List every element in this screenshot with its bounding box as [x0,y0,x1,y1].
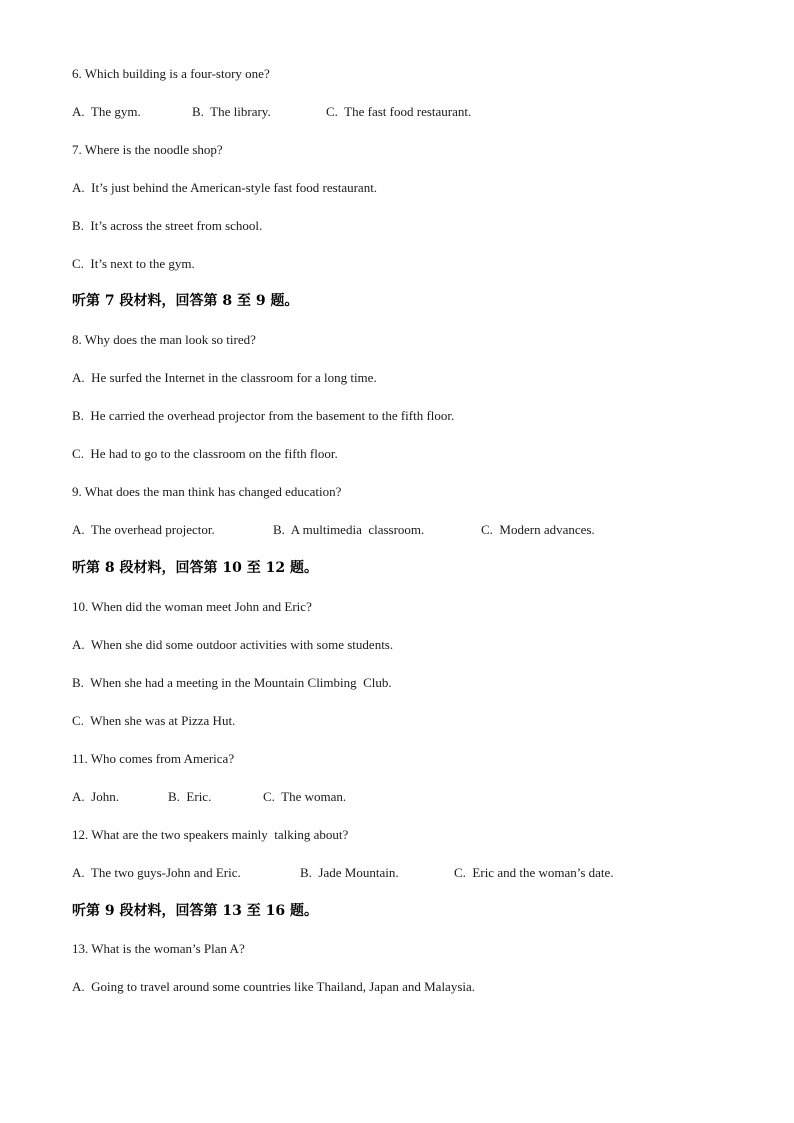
question-12-options [72,865,712,881]
section-heading: 听第 7 段材料，回答第 8 至 9 题。 [72,293,299,309]
question-7-option-a: A. It’s just behind the American-style fast food restaurant. [72,180,378,195]
question-8-option-b: B. He carried the overhead projector from the basement to the fifth floor. [72,408,455,423]
section-heading: 听第 8 段材料，回答第 10 至 12 题。 [72,560,318,576]
question-13-option-a: A. Going to travel around some countries like Thailand, Japan and Malaysia. [72,979,476,994]
question-9-option-a: A. The overhead projector. [72,522,215,537]
question-10-option-b: B. When she had a meeting in the Mountain Climbing Club. [72,675,392,690]
question-6-stem: 6. Which building is a four-story one? [72,66,270,81]
question-7-option-c: C. It’s next to the gym. [72,256,195,271]
question-12-option-c: C. Eric and the woman’s date. [454,865,614,880]
question-11-option-a: A. John. [72,789,119,804]
question-6-options [72,104,672,120]
question-7-stem: 7. Where is the noodle shop? [72,142,223,157]
question-12-option-b: B. Jade Mountain. [300,865,399,880]
question-10-stem: 10. When did the woman meet John and Eric? [72,599,312,614]
question-9-option-c: C. Modern advances. [481,522,595,537]
section-heading: 听第 9 段材料，回答第 13 至 16 题。 [72,903,318,919]
question-9-options [72,522,692,538]
question-13-stem: 13. What is the woman’s Plan A? [72,941,245,956]
question-11-stem: 11. Who comes from America? [72,751,235,766]
question-11-option-c: C. The woman. [263,789,347,804]
question-12-stem: 12. What are the two speakers mainly talking about? [72,827,349,842]
question-9-option-b: B. A multimedia classroom. [273,522,425,537]
question-9-stem: 9. What does the man think has changed education? [72,484,342,499]
question-8-stem: 8. Why does the man look so tired? [72,332,256,347]
question-12-option-a: A. The two guys-John and Eric. [72,865,241,880]
question-7-option-b: B. It’s across the street from school. [72,218,263,233]
question-10-option-c: C. When she was at Pizza Hut. [72,713,236,728]
question-6-option-b: B. The library. [192,104,271,119]
question-6-option-c: C. The fast food restaurant. [326,104,472,119]
question-8-option-c: C. He had to go to the classroom on the fifth floor. [72,446,338,461]
question-6-option-a: A. The gym. [72,104,141,119]
question-11-options [72,789,472,805]
question-10-option-a: A. When she did some outdoor activities with some students. [72,637,394,652]
question-8-option-a: A. He surfed the Internet in the classroom for a long time. [72,370,377,385]
question-11-option-b: B. Eric. [168,789,212,804]
